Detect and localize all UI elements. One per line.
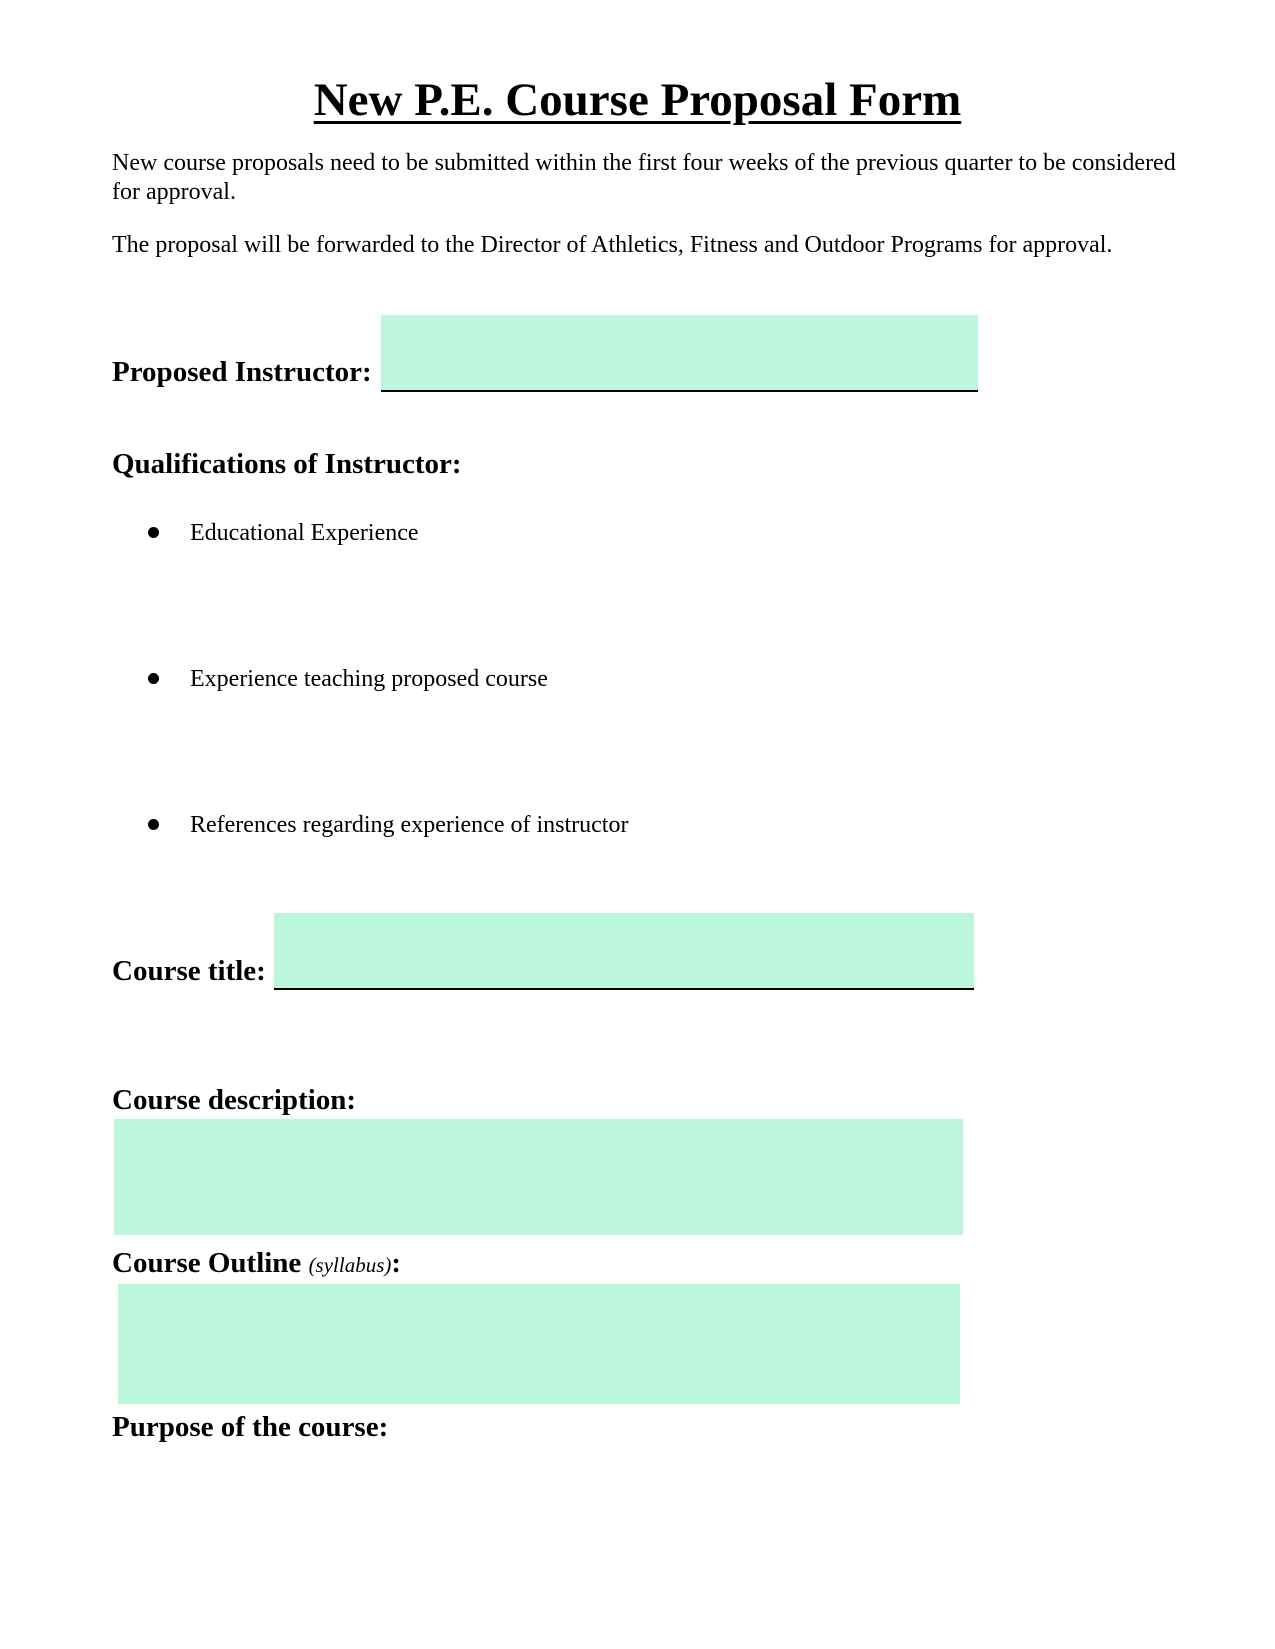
qualification-item-text: Educational Experience bbox=[190, 520, 419, 546]
page-title bbox=[0, 72, 1275, 128]
bullet-icon bbox=[148, 673, 159, 684]
qualification-item bbox=[148, 519, 419, 548]
qualification-item bbox=[148, 665, 548, 694]
qualifications-label: Qualifications of Instructor: bbox=[112, 448, 462, 480]
course-description-field[interactable] bbox=[114, 1119, 963, 1235]
page-title-text: New P.E. Course Proposal Form bbox=[313, 74, 962, 126]
course-outline-field[interactable] bbox=[118, 1284, 960, 1404]
qualification-item-text: Experience teaching proposed course bbox=[190, 666, 548, 692]
course-outline-colon: : bbox=[391, 1247, 402, 1279]
course-title-label: Course title: bbox=[112, 955, 266, 987]
course-outline-label-text: Course Outline bbox=[112, 1247, 302, 1279]
course-title-field[interactable] bbox=[274, 913, 974, 990]
purpose-label: Purpose of the course: bbox=[112, 1411, 389, 1443]
course-description-label: Course description: bbox=[112, 1084, 357, 1116]
qualification-item-text: References regarding experience of instructor bbox=[190, 812, 629, 838]
qualification-item bbox=[148, 811, 628, 840]
proposed-instructor-field[interactable] bbox=[381, 315, 978, 392]
bullet-icon bbox=[148, 819, 159, 830]
intro-paragraph-1: New course proposals need to be submitted within the first four weeks of the previous quarter to be considered for approval. bbox=[112, 150, 1176, 205]
proposed-instructor-label: Proposed Instructor: bbox=[112, 356, 372, 388]
bullet-icon bbox=[148, 527, 159, 538]
course-outline-note: (syllabus) bbox=[308, 1253, 392, 1277]
course-outline-label bbox=[112, 1246, 401, 1282]
intro-paragraph-2: The proposal will be forwarded to the Director of Athletics, Fitness and Outdoor Programs for approval. bbox=[112, 232, 1113, 258]
